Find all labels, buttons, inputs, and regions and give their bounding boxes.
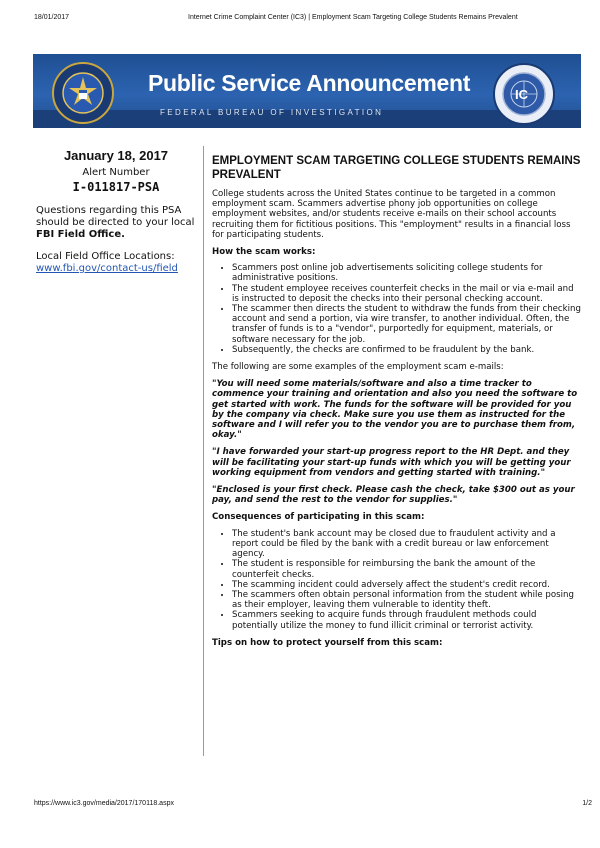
- sidebar: [36, 150, 196, 285]
- print-page-title: Internet Crime Complaint Center (IC3) | Employment Scam Targeting College Students Remains Prevalent: [188, 14, 518, 21]
- alert-number-label: Alert Number: [82, 167, 150, 178]
- list-item: • The scamming incident could adversely affect the student's credit record.: [232, 580, 582, 590]
- print-footer-url: https://www.ic3.gov/media/2017/170118.aspx: [34, 800, 174, 807]
- locations-paragraph: [36, 251, 196, 275]
- alert-number: I-011817-PSA: [72, 180, 160, 194]
- list-item: • The scammers often obtain personal information from the student while posing as their employer, leaving them vulnerable to identity theft.: [232, 590, 582, 610]
- column-divider: [203, 146, 204, 756]
- example-quote: "Enclosed is your first check. Please cash the check, take $300 out as your pay, and send the rest to the vendor for supplies.": [212, 485, 575, 506]
- intro-paragraph: College students across the United States continue to be targeted in a common employment scam. Scammers advertise phony job opportunities on college employment websites, and/or students receive e-mails on their school accounts recruiting them for fictitious positions. This "employment" results in a financial loss for participating students.: [212, 189, 571, 240]
- list-item: • The scammer then directs the student to withdraw the funds from their checking account and send a portion, via wire transfer, to another individual. Often, the transfer of funds is to a "vendor", purportedly for equipment, materials, or software necessary for the job.: [232, 304, 582, 345]
- banner-subtitle: FEDERAL BUREAU OF INVESTIGATION: [160, 108, 384, 117]
- psa-date: January 18, 2017: [63, 148, 169, 163]
- example-quote: "I have forwarded your start-up progress report to the HR Dept. and they will be facilitating your start-up funds with which you will be getting your working equipment from vendors and getting started with training.": [212, 447, 571, 478]
- consequences-list: [212, 529, 582, 631]
- locations-label: Local Field Office Locations:: [36, 251, 175, 262]
- article-headline: EMPLOYMENT SCAM TARGETING COLLEGE STUDENTS REMAINS PREVALENT: [212, 155, 581, 181]
- list-item: • Scammers seeking to acquire funds through fraudulent methods could potentially utilize the money to fund illicit criminal or terrorist activity.: [232, 610, 582, 630]
- examples-intro: The following are some examples of the employment scam e-mails:: [212, 362, 504, 373]
- example-quote: "You will need some materials/software and also a time tracker to commence your training and orientation and also you need the software to get started with work. The funds for the software will be provided for you by the company via check. Make sure you use them as instructed for the software and I will refer you to the vendor you are to purchase them from, okay.": [212, 379, 578, 441]
- how-heading: How the scam works:: [212, 247, 316, 258]
- fbi-seal-icon: [52, 62, 114, 124]
- field-office-bold: FBI Field Office.: [36, 229, 125, 240]
- questions-text: Questions regarding this PSA should be directed to your local: [36, 205, 195, 228]
- list-item: • Scammers post online job advertisements soliciting college students for administrative positions.: [232, 263, 582, 283]
- tips-heading: Tips on how to protect yourself from this scam:: [212, 637, 443, 648]
- print-date: 18/01/2017: [34, 14, 70, 21]
- svg-text:IC: IC: [515, 87, 528, 102]
- consequences-heading: Consequences of participating in this scam:: [212, 512, 425, 523]
- questions-paragraph: [36, 205, 196, 241]
- print-page-number: 1/2: [582, 800, 592, 807]
- list-item: • The student is responsible for reimbursing the bank the amount of the counterfeit checks.: [232, 559, 582, 579]
- banner-title: Public Service Announcement: [148, 70, 471, 96]
- list-item: • The student employee receives counterfeit checks in the mail or via e-mail and is instructed to deposit the checks into their personal checking account.: [232, 284, 582, 304]
- list-item: • The student's bank account may be closed due to fraudulent activity and a report could be filed by the bank with a credit bureau or law enforcement agency.: [232, 529, 582, 560]
- list-item: • Subsequently, the checks are confirmed to be fraudulent by the bank.: [232, 345, 582, 355]
- how-list: [212, 263, 582, 355]
- field-office-link[interactable]: www.fbi.gov/contact-us/field: [36, 263, 178, 274]
- ic3-seal-icon: [493, 63, 555, 125]
- article: [212, 155, 582, 654]
